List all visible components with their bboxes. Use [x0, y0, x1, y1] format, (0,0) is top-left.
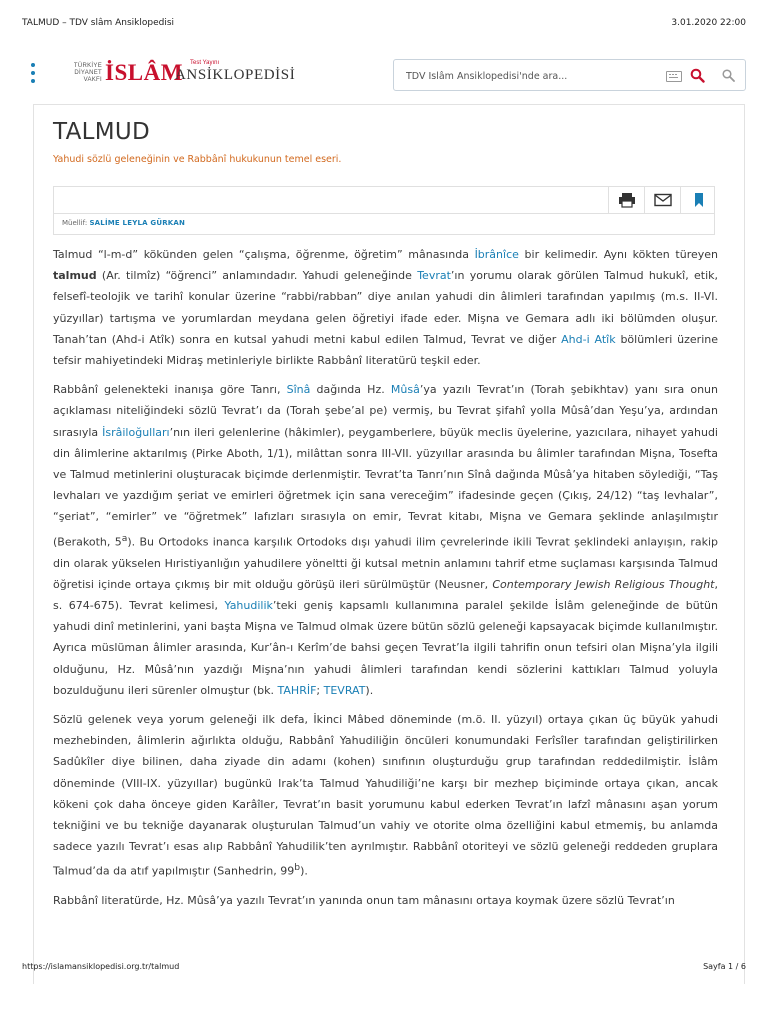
link-yahudilik[interactable]: Yahudilik — [224, 598, 273, 612]
author-row — [53, 213, 715, 235]
author-name[interactable]: SALİME LEYLA GÜRKAN — [89, 219, 186, 227]
logo-small-text: TÜRKİYE DİYANET VAKFI — [73, 63, 102, 83]
menu-dots-icon[interactable] — [30, 63, 38, 87]
keyboard-icon[interactable] — [666, 71, 682, 82]
site-logo[interactable] — [56, 59, 306, 89]
logo-ansiklopedisi-text: ANSİKLOPEDİSİ — [175, 67, 296, 83]
search-icon[interactable] — [690, 68, 705, 83]
article-toolbar — [53, 186, 715, 213]
bookmark-button[interactable] — [680, 187, 717, 213]
bookmark-icon — [690, 192, 708, 208]
article-paragraph: Sözlü gelenek veya yorum geleneği ilk defa, İkinci Mâbed döneminde (m.ö. II. yüzyıl) ortaya çıkan üç büyük yahudi mezhebinden, âlimlerin ağırlıkta olduğu, Rabbânî Yahudiliğin öncüleri konumundaki Ferîsîler tarafından geliştirilirken Sadûkîler diye bilinen, daha ziyade din adamı (kohen) sınıfının oluşturduğu grup tarafından reddedilmiştir. İslâm döneminde (VIII-IX. yüzyıllar) bugünkü Irak’ta Talmud Yahudiliği’ne karşı bir mezhep biçiminde ortaya çıkan, ancak kökeni çok daha önceye giden Karâîler, Tevrat’ın basit yorumunu kabul ederken Tevrat’ın lafzî mânasını aşan yorum tekniğini ve bu tekniğe dayanarak oluşturulan Talmud’un vahiy ve otorite olma özelliğini kabul etmemiş, bu anlamda sadece yazılı Tevrat’ı esas alıp Rabbânî Yahudilik’ten ayrılmıştır. Rabbânî otoriteyi ve sözlü geleneği reddeden gruplara Talmud’da da atıf yapılmıştır (Sanhedrin, 99$^b$). — [53, 712, 718, 878]
link-ahd-i-atik[interactable]: Ahd-i Atîk — [561, 332, 616, 346]
print-date: 3.01.2020 22:00 — [671, 18, 746, 28]
print-button[interactable] — [608, 187, 645, 213]
search-input[interactable] — [404, 66, 658, 86]
article-paragraph: Rabbânî gelenekteki inanışa göre Tanrı, Sînâ dağında Hz. Mûsâ’ya yazılı Tevrat’ın (Torah şebikhtav) yanı sıra onun açıklaması niteliğindeki sözlü Tevrat’ı da (Torah şebe’al pe) vermiş, bu Tevrat şifahî yolla Mûsâ’dan Yeşu’ya, ardından sırasıyla İsrâiloğulları’nın ileri gelenlerine (hâkimler), peygamberlere, büyük meclis üyelerine, yazıcılara, nihayet yahudi din âlimlerine aktarılmış (Pirke Aboth, 1/1), milâttan sonra III-VII. yüzyıllar arasında bu âlimler tarafından Mişna, Tosefta ve Talmud metinlerini oluşturacak biçimde derlenmiştir. Tevrat’ta Tanrı’nın Sînâ dağında Mûsâ’ya hitaben söylediği, “Taş levhaları ve yazdığım şeriat ve emirleri öğretmek için sana vereceğim” ifadesinde geçen (Çıkış, 24/12) “taş levhalar”, “şeriat”, “emirler” ve “öğretmek” lafızları sırasıyla on emir, Tevrat kitabı, Mişna ve Gemara şeklinde anlaşılmıştır (Berakoth, 5$^a$). Bu Ortodoks inanca karşılık Ortodoks dışı yahudi ilim çevrelerinde ikili Tevrat şeklindeki anlayışın, rakip din olarak yükselen Hıristiyanlığın yahudilere yöneltti ği kutsal metnin anlamını tahrif etme suçlaması karşısında Talmud öğretisi içinde ortaya çıkmış bir mit olduğu görüşü ileri sürülmüştür (Neusner, Contemporary Jewish Religious Thought, s. 674-675). Tevrat kelimesi, Yahudilik’teki geniş kapsamlı kullanımına paralel şekilde İslâm geleneğinde de bütün yahudi dinî metinlerini, yani başta Mişna ve Talmud olmak üzere bütün sözlü geleneği kapsayacak biçimde kullanılmıştır. Ayrıca müslüman âlimler arasında, Kur’ân-ı Kerîm’de bahsi geçen Tevrat’la ilgili tahrifin onun tefsiri olan Mişna’yla ilgili olduğunu, Hz. Mûsâ’nın yazdığı Mişna’nın yahudi âlimleri tarafından kendi sözlerini kattıkları Talmud yoluyla bozulduğunu ileri sürenler olmuştur (bk. TAHRİF; TEVRAT). — [53, 383, 718, 697]
article-paragraph: Rabbânî literatürde, Hz. Mûsâ’ya yazılı Tevrat’ın yanında onun tam mânasını ortaya koymak üzere sözlü Tevrat’ın — [53, 894, 675, 908]
author-label: Müellif: — [62, 219, 88, 227]
article-body — [53, 244, 718, 919]
search-icon[interactable] — [722, 69, 735, 82]
print-url: https://islamansiklopedisi.org.tr/talmud — [22, 962, 180, 971]
print-footer — [22, 962, 746, 976]
link-ibranice[interactable]: İbrânîce — [474, 248, 519, 261]
logo-test-label: Test Yayını — [190, 60, 220, 66]
search-bar — [393, 59, 746, 91]
link-musa[interactable]: Mûsâ — [390, 383, 420, 397]
site-header — [0, 55, 768, 95]
mail-button[interactable] — [644, 187, 681, 213]
mail-icon — [654, 192, 672, 208]
page-title: TALMUD — [53, 119, 151, 145]
print-header — [22, 18, 746, 32]
article-container — [33, 104, 745, 984]
printer-icon — [618, 192, 636, 208]
article-paragraph: Talmud “l-m-d” kökünden gelen “çalışma, öğrenme, öğretim” mânasında İbrânîce bir kelimedir. Aynı kökten türeyen talmud (Ar. tilmîz) “öğrenci” anlamındadır. Yahudi geleneğinde Tevrat’ın yorumu olarak görülen Talmud hukukî, etik, felsefî-teolojik ve tarihî konular üzerine “rabbi/rabban” diye anılan yahudi din âlimleri tarafından yapılmış (m.s. II-VI. yüzyıllar) tartışma ve yorumlardan meydana gelen öğretiyi ifade eder. Mişna ve Gemara adlı iki bölümden oluşur. Tanah’tan (Ahd-i Atîk) sonra en kutsal yahudi metni kabul edilen Talmud, Tevrat ve diğer Ahd-i Atîk bölümleri üzerine tefsir mahiyetindeki Midraş metinleriyle birlikte Rabbânî literatürü teşkil eder. — [53, 248, 718, 368]
link-tevrat[interactable]: Tevrat — [417, 269, 451, 283]
link-sina[interactable]: Sînâ — [286, 383, 311, 397]
link-tahrif[interactable]: TAHRİF — [277, 683, 317, 697]
link-tevrat-ref[interactable]: TEVRAT — [323, 683, 366, 697]
article-subtitle: Yahudi sözlü geleneğinin ve Rabbânî hukukunun temel eseri. — [53, 154, 342, 165]
link-israilogullari[interactable]: İsrâiloğulları — [102, 425, 170, 439]
print-title: TALMUD – TDV slâm Ansiklopedisi — [22, 18, 175, 28]
page-number: Sayfa 1 / 6 — [703, 962, 746, 971]
logo-islam-text: İSLÂM — [105, 60, 183, 85]
